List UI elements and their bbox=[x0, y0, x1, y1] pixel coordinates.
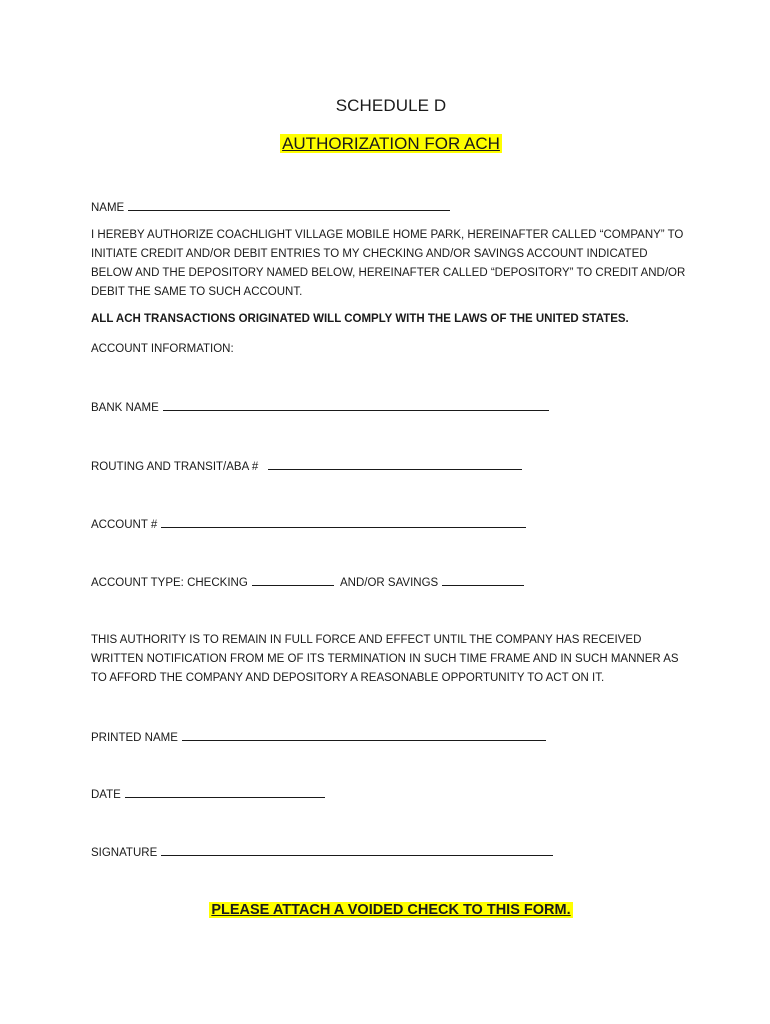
printed-name-field-row bbox=[91, 730, 546, 744]
printed-name-input-line[interactable] bbox=[182, 730, 546, 741]
name-field-row bbox=[91, 200, 450, 214]
name-label: NAME bbox=[91, 202, 125, 214]
name-input-line[interactable] bbox=[128, 200, 450, 211]
signature-input-line[interactable] bbox=[161, 845, 553, 856]
routing-field-row bbox=[91, 459, 522, 473]
authority-paragraph: THIS AUTHORITY IS TO REMAIN IN FULL FORCE AND EFFECT UNTIL THE COMPANY HAS RECEIVED WRITTEN NOTIFICATION FROM ME OF ITS TERMINATION IN SUCH TIME FRAME AND IN SUCH MANNER AS TO AFFORD THE COMPANY AND DEPOSITORY A REASONABLE OPPORTUNITY TO ACT ON IT. bbox=[91, 634, 679, 684]
page-title: SCHEDULE D bbox=[335, 96, 447, 115]
bank-name-field-row bbox=[91, 400, 549, 414]
checking-input-line[interactable] bbox=[252, 575, 334, 586]
account-number-field-row bbox=[91, 517, 526, 531]
account-number-input-line[interactable] bbox=[161, 517, 526, 528]
bank-name-input-line[interactable] bbox=[163, 400, 549, 411]
date-label: DATE bbox=[91, 789, 121, 801]
date-field-row bbox=[91, 787, 325, 801]
voided-check-notice-text: PLEASE ATTACH A VOIDED CHECK TO THIS FORM. bbox=[211, 902, 571, 918]
routing-label: ROUTING AND TRANSIT/ABA # bbox=[91, 461, 259, 473]
account-type-field-row bbox=[91, 575, 524, 589]
compliance-statement: ALL ACH TRANSACTIONS ORIGINATED WILL COMPLY WITH THE LAWS OF THE UNITED STATES. bbox=[91, 313, 629, 325]
subtitle-highlight: AUTHORIZATION FOR ACH bbox=[282, 134, 500, 153]
account-type-label: ACCOUNT TYPE: CHECKING bbox=[91, 577, 248, 589]
authorization-paragraph: I HEREBY AUTHORIZE COACHLIGHT VILLAGE MOBILE HOME PARK, HEREINAFTER CALLED “COMPANY” TO INITIATE CREDIT AND/OR DEBIT ENTRIES TO MY CHECKING AND/OR SAVINGS ACCOUNT INDICATED BELOW AND THE DEPOSITORY NAMED BELOW, HEREINAFTER CALLED “DEPOSITORY” TO CREDIT AND/OR DEBIT THE SAME TO SUCH ACCOUNT. bbox=[91, 229, 686, 298]
date-input-line[interactable] bbox=[125, 787, 325, 798]
routing-input-line[interactable] bbox=[268, 459, 522, 470]
signature-label: SIGNATURE bbox=[91, 847, 158, 859]
printed-name-label: PRINTED NAME bbox=[91, 732, 178, 744]
bank-name-label: BANK NAME bbox=[91, 402, 159, 414]
account-info-heading: ACCOUNT INFORMATION: bbox=[91, 343, 234, 355]
account-number-label: ACCOUNT # bbox=[91, 519, 158, 531]
signature-field-row bbox=[91, 845, 553, 859]
page-subtitle bbox=[91, 134, 691, 154]
savings-input-line[interactable] bbox=[442, 575, 524, 586]
voided-check-notice bbox=[91, 902, 691, 918]
and-or-savings-label: AND/OR SAVINGS bbox=[339, 577, 439, 589]
